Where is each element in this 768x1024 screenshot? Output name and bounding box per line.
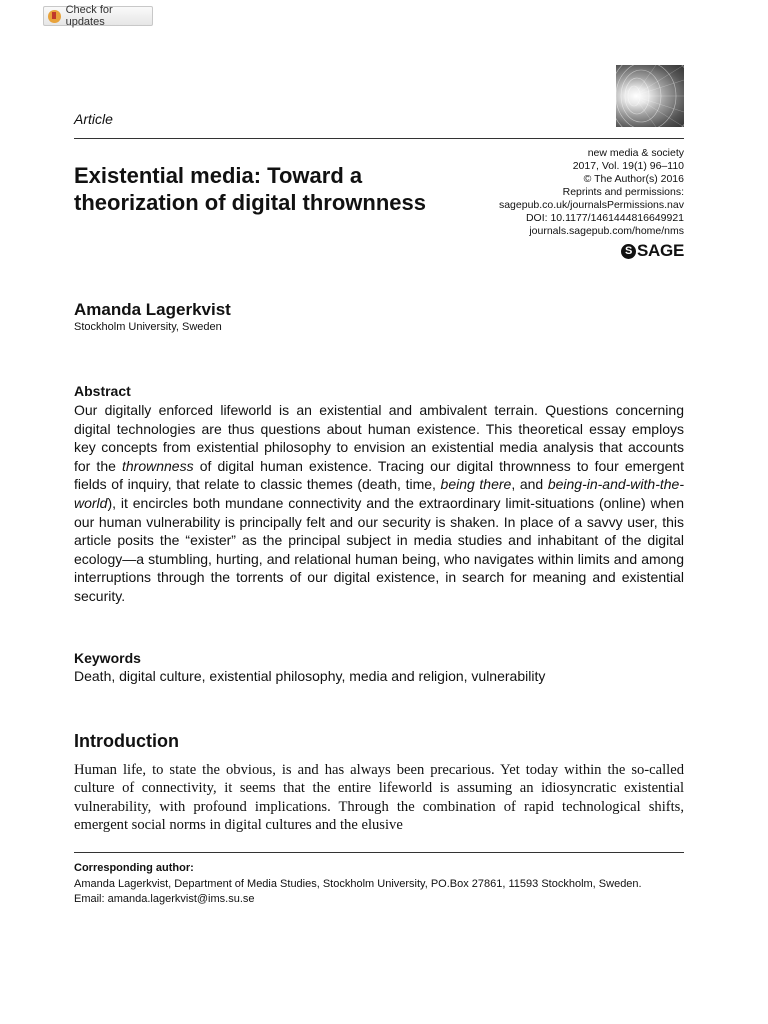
corresponding-author-details	[74, 877, 684, 907]
check-for-updates-label: Check for updates	[65, 4, 113, 28]
keywords-list: Death, digital culture, existential philosophy, media and religion, vulnerability	[74, 668, 546, 684]
journal-info	[424, 147, 684, 238]
journal-name: new media & society	[587, 147, 684, 159]
header-divider	[74, 138, 684, 139]
keywords-heading: Keywords	[74, 650, 141, 666]
abstract-text: Our digitally enforced lifeworld is an existential and ambivalent terrain. Questions concerning digital technologies are thus questions about human existence. This theoretical essay employs key concepts from existential philosophy to envision an existential media analysis that accounts for the thrownness of digital human existence. Tracing our digital thrownness to four emergent fields of inquiry, that relate to classic themes (death, time, being there, and being-in-and-with-the-world), it encircles both mundane connectivity and the extraordinary limit-situations (online) when our human vulnerability is principally felt and our security is shaken. In place of a savvy user, this article posits the “exister” as the principal subject in media studies and inhabitant of the digital ecology—a stumbling, hurting, and relational human being, who navigates within limits and among interruptions through the torrents of our digital existence, in search for meaning and existential security.	[74, 402, 684, 604]
author-name: Amanda Lagerkvist	[74, 300, 231, 319]
journal-cover-image	[616, 65, 684, 127]
corresponding-email[interactable]: Email: amanda.lagerkvist@ims.su.se	[74, 893, 255, 905]
footnote-divider	[74, 852, 684, 853]
doi[interactable]: DOI: 10.1177/1461444816649921	[525, 212, 684, 224]
copyright: © The Author(s) 2016	[583, 173, 684, 185]
sage-logo	[621, 241, 684, 261]
abstract-heading: Abstract	[74, 383, 131, 399]
article-type-label: Article	[74, 111, 113, 127]
sage-s-icon: S	[621, 244, 636, 259]
reprints-label: Reprints and permissions:	[562, 186, 684, 198]
bookmark-icon	[48, 10, 61, 23]
author-affiliation: Stockholm University, Sweden	[74, 321, 222, 333]
journal-homepage-link[interactable]: journals.sagepub.com/home/nms	[529, 225, 684, 237]
corresponding-address: Amanda Lagerkvist, Department of Media Studies, Stockholm University, PO.Box 27861, 11593 Stockholm, Sweden.	[74, 878, 642, 890]
reprints-link[interactable]: sagepub.co.uk/journalsPermissions.nav	[498, 199, 684, 211]
journal-volume: 2017, Vol. 19(1) 96–110	[572, 160, 684, 172]
publisher-name: SAGE	[637, 241, 684, 260]
introduction-text: Human life, to state the obvious, is and has always been precarious. Yet today within the so-called culture of connectivity, it seems that the entire lifeworld is assuming an idiosyncratic existential vulnerability, with profound implications. Through the combination of rapid technological shifts, emergent social norms in digital cultures and the elusive	[74, 762, 684, 833]
introduction-heading: Introduction	[74, 731, 179, 751]
check-for-updates-button[interactable]	[43, 6, 153, 26]
corresponding-author-heading: Corresponding author:	[74, 862, 194, 874]
article-title: Existential media: Toward a theorization of digital thrownness	[74, 163, 426, 215]
